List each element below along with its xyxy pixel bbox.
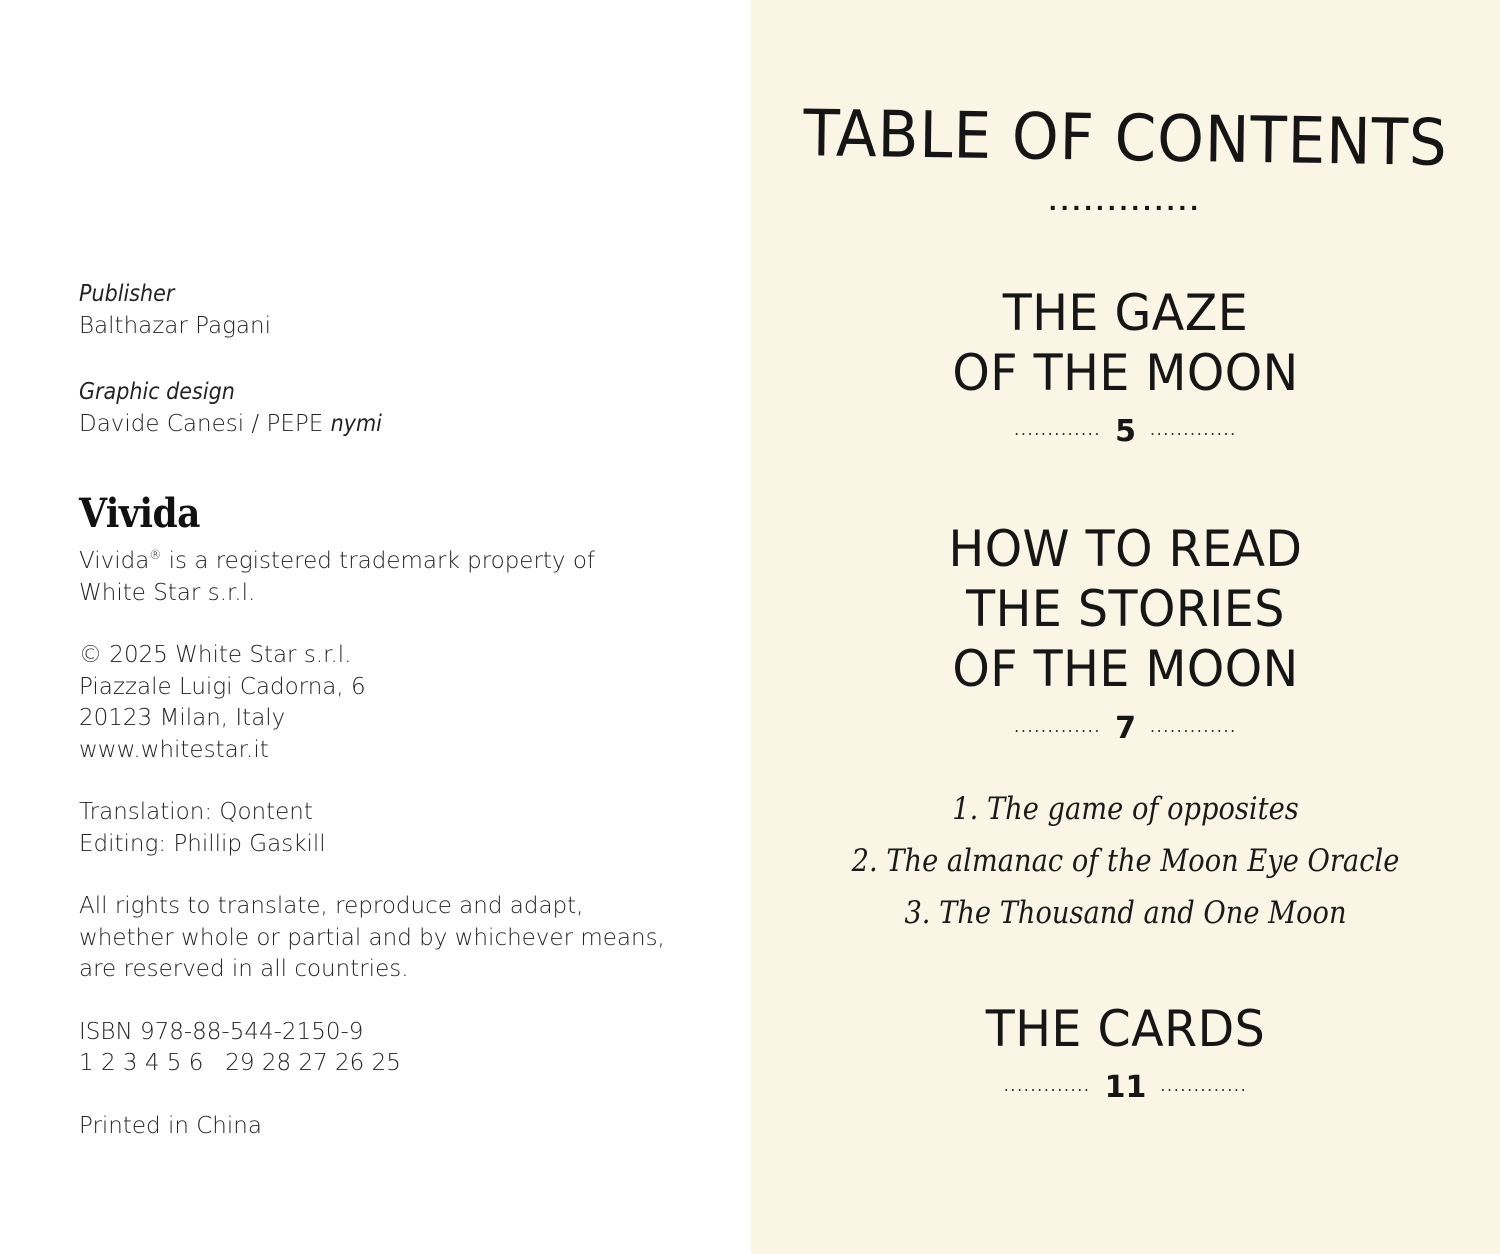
trademark-text: is a registered trademark property of — [161, 548, 596, 574]
printed-in: Printed in China — [79, 1112, 262, 1139]
leader-dots: ............. — [1003, 1076, 1091, 1095]
trademark-line-2: White Star s.r.l. — [79, 579, 256, 606]
toc-subitem: 3. The Thousand and One Moon — [904, 895, 1347, 931]
colophon-block — [79, 279, 719, 1142]
address-line-2: 20123 Milan, Italy — [79, 705, 286, 731]
toc-pageref-cards — [751, 1070, 1500, 1105]
toc-subitem: 1. The game of opposites — [952, 791, 1299, 827]
translation-credit: Translation: Qontent — [79, 799, 313, 825]
design-name-italic: nymi — [330, 410, 382, 437]
leader-dots: ............. — [1149, 717, 1237, 736]
section-title-line: THE STORIES — [966, 580, 1285, 638]
toc-title: TABLE OF CONTENTS — [802, 97, 1449, 181]
toc-section-cards — [770, 999, 1482, 1059]
print-run: 1 2 3 4 5 6 29 28 27 26 25 — [79, 1050, 401, 1076]
toc-subitem: 2. The almanac of the Moon Eye Oracle — [851, 843, 1400, 879]
title-divider-dots: ............. — [1048, 185, 1203, 216]
publisher-name: Balthazar Pagani — [79, 312, 271, 339]
section-title-line: OF THE MOON — [952, 344, 1299, 402]
brand-logo: Vivida — [79, 490, 200, 537]
design-label: Graphic design — [79, 379, 235, 405]
leader-dots: ............. — [1014, 420, 1102, 439]
rights-line-2: whether whole or partial and by whichever means, — [79, 924, 665, 951]
page-number: 5 — [1115, 414, 1136, 449]
leader-dots: ............. — [1149, 420, 1237, 439]
website: www.whitestar.it — [79, 736, 269, 763]
section-title-line: THE GAZE — [1002, 284, 1249, 342]
trademark-line-1 — [79, 540, 719, 578]
leader-dots: ............. — [1014, 717, 1102, 736]
page-number: 7 — [1115, 711, 1136, 746]
toc-pageref-how-to-read — [751, 711, 1500, 746]
toc-section-gaze — [770, 283, 1482, 403]
page-number: 11 — [1104, 1070, 1147, 1105]
rights-line-3: are reserved in all countries. — [79, 956, 409, 982]
isbn: ISBN 978-88-544-2150-9 — [79, 1018, 364, 1045]
design-name: Davide Canesi / PEPE — [79, 410, 331, 437]
section-title-line: HOW TO READ — [948, 520, 1303, 578]
design-credit — [79, 409, 719, 441]
editing-credit: Editing: Phillip Gaskill — [79, 830, 326, 857]
toc-section-how-to-read — [770, 519, 1482, 699]
registered-mark: ® — [149, 548, 162, 562]
publisher-label: Publisher — [79, 281, 175, 307]
right-page-toc — [751, 0, 1500, 1254]
rights-line-1: All rights to translate, reproduce and adapt, — [79, 893, 584, 919]
copyright: © 2025 White Star s.r.l. — [79, 642, 352, 668]
section-title-line: OF THE MOON — [952, 640, 1299, 698]
toc-subitems — [796, 783, 1455, 939]
section-title-line: THE CARDS — [985, 1000, 1266, 1058]
toc-pageref-gaze — [751, 414, 1500, 449]
trademark-brand: Vivida — [79, 548, 150, 574]
leader-dots: ............. — [1160, 1076, 1248, 1095]
address-line-1: Piazzale Luigi Cadorna, 6 — [79, 673, 366, 700]
